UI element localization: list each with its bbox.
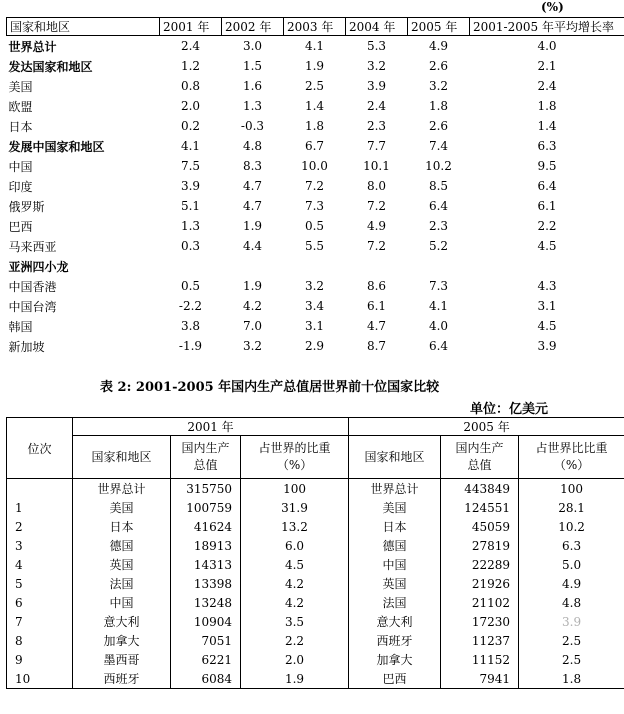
table-row (7, 498, 624, 517)
header-2003: 2003 年 (284, 18, 346, 36)
table-row (7, 256, 624, 276)
table-row (7, 612, 624, 631)
row-value (346, 256, 408, 276)
row-value: 1.9 (242, 219, 263, 233)
row-value: 2.6 (428, 59, 449, 73)
rank-cell: 4 (7, 555, 73, 574)
table2-year-header-row (7, 418, 624, 436)
table-row (7, 116, 624, 136)
table-row (7, 236, 624, 256)
row-value: 4.0 (428, 319, 449, 333)
country-2005-cell: 巴西 (349, 669, 441, 689)
row-value: 4.4 (242, 239, 263, 253)
header-rank: 位次 (7, 418, 73, 479)
table-header-row (7, 18, 624, 36)
row-value: 1.2 (180, 59, 201, 73)
row-value (470, 256, 624, 276)
row-value: 3.0 (242, 39, 263, 53)
row-value: 0.8 (180, 79, 201, 93)
row-value: 9.5 (537, 159, 557, 173)
row-country: 发展中国家和地区 (8, 139, 105, 154)
table-row (7, 276, 624, 296)
share-2005-cell: 2.5 (519, 650, 624, 669)
share-2005-cell: 28.1 (519, 498, 624, 517)
row-country: 中国香港 (8, 279, 57, 294)
row-value: 6.4 (428, 199, 449, 213)
gdp-2001-cell: 6221 (171, 650, 241, 669)
header-gdp-line1: 国内生产 (181, 441, 230, 455)
header-gdp-line2: 总值 (467, 458, 492, 472)
row-value: 3.2 (242, 339, 263, 353)
country-2005-cell: 英国 (349, 574, 441, 593)
rank-cell: 8 (7, 631, 73, 650)
row-value: 2.0 (180, 99, 201, 113)
row-value: 2.4 (180, 39, 201, 53)
header-share-line1: 占世界的比重 (258, 441, 331, 455)
rank-cell: 6 (7, 593, 73, 612)
row-value: 7.3 (304, 199, 325, 213)
row-value: -2.2 (178, 299, 203, 313)
row-value: 0.3 (180, 239, 201, 253)
country-2001-cell: 美国 (73, 498, 171, 517)
row-value: 1.4 (304, 99, 325, 113)
row-value: 10.0 (301, 159, 328, 173)
row-value: 10.1 (363, 159, 390, 173)
row-value: 1.3 (242, 99, 263, 113)
row-value: 6.1 (537, 199, 557, 213)
country-2001-cell: 西班牙 (73, 669, 171, 689)
country-2005-cell: 法国 (349, 593, 441, 612)
row-country: 发达国家和地区 (8, 59, 93, 74)
rank-cell: 3 (7, 536, 73, 555)
row-value: 4.5 (537, 319, 557, 333)
country-2005-cell: 西班牙 (349, 631, 441, 650)
share-2005-cell: 100 (519, 479, 624, 499)
gdp-2001-cell: 13398 (171, 574, 241, 593)
share-2001-cell: 6.0 (241, 536, 349, 555)
row-value: 4.1 (180, 139, 201, 153)
row-value: 8.0 (366, 179, 387, 193)
header-2004: 2004 年 (346, 18, 408, 36)
row-value: 2.4 (537, 79, 557, 93)
row-value: 1.8 (537, 99, 557, 113)
growth-rate-table-body (7, 18, 624, 357)
row-value: 4.9 (428, 39, 449, 53)
row-value: 3.2 (304, 279, 325, 293)
row-value: 2.3 (428, 219, 449, 233)
row-value: 4.5 (537, 239, 557, 253)
row-value: 2.9 (304, 339, 325, 353)
row-value: 4.2 (242, 299, 263, 313)
row-value: 4.9 (366, 219, 387, 233)
country-2005-cell: 美国 (349, 498, 441, 517)
row-value: 10.2 (425, 159, 452, 173)
row-value: 3.4 (304, 299, 325, 313)
row-value: 3.9 (537, 339, 557, 353)
gdp-2001-cell: 14313 (171, 555, 241, 574)
row-value: 5.5 (304, 239, 325, 253)
row-value: 1.8 (304, 119, 325, 133)
country-2001-cell: 墨西哥 (73, 650, 171, 669)
share-2001-cell: 13.2 (241, 517, 349, 536)
rank-cell: 10 (7, 669, 73, 689)
table2-caption: 表 2: 2001-2005 年国内生产总值居世界前十位国家比较 (100, 380, 440, 395)
row-value: 5.3 (366, 39, 387, 53)
header-country-2005: 国家和地区 (349, 436, 441, 479)
row-value: 7.2 (366, 199, 387, 213)
row-value: 5.1 (180, 199, 201, 213)
table-row (7, 536, 624, 555)
header-gdp-2001 (171, 436, 241, 479)
gdp-2005-cell: 22289 (441, 555, 519, 574)
header-2002: 2002 年 (222, 18, 284, 36)
country-2005-cell: 意大利 (349, 612, 441, 631)
country-2001-cell: 英国 (73, 555, 171, 574)
header-share-line1: 占世界比比重 (535, 441, 608, 455)
row-value: -1.9 (178, 339, 203, 353)
rank-cell: 2 (7, 517, 73, 536)
row-value: 2.5 (304, 79, 325, 93)
gdp-2001-cell: 315750 (171, 479, 241, 499)
header-gdp-line2: 总值 (193, 458, 218, 472)
row-value: 3.1 (304, 319, 325, 333)
country-2005-cell: 加拿大 (349, 650, 441, 669)
header-gdp-2005 (441, 436, 519, 479)
row-value: 4.8 (242, 139, 263, 153)
row-value: 0.5 (180, 279, 201, 293)
header-country-2001: 国家和地区 (73, 436, 171, 479)
row-value: 2.1 (537, 59, 557, 73)
share-2001-cell: 2.0 (241, 650, 349, 669)
row-value: 7.4 (428, 139, 449, 153)
row-country: 韩国 (8, 319, 33, 334)
table-row (7, 296, 624, 316)
row-value (284, 256, 346, 276)
gdp-2005-cell: 27819 (441, 536, 519, 555)
growth-rate-table (6, 17, 624, 356)
country-2001-cell: 日本 (73, 517, 171, 536)
row-value: 1.9 (304, 59, 325, 73)
row-value: 6.7 (304, 139, 325, 153)
share-2005-cell: 4.9 (519, 574, 624, 593)
country-2005-cell: 日本 (349, 517, 441, 536)
gdp-2005-cell: 124551 (441, 498, 519, 517)
header-avg-growth: 2001-2005 年平均增长率 (470, 18, 624, 36)
table-row (7, 156, 624, 176)
table-row (7, 176, 624, 196)
table-row (7, 196, 624, 216)
gdp-2001-cell: 6084 (171, 669, 241, 689)
share-2005-cell: 3.9 (519, 612, 624, 631)
table2-column-header-row (7, 436, 624, 479)
row-value: 8.7 (366, 339, 387, 353)
rank-cell: 1 (7, 498, 73, 517)
table2-unit: 单位：亿美元 (470, 402, 549, 417)
row-value: 4.7 (242, 199, 263, 213)
table-row (7, 36, 624, 57)
table-row (7, 56, 624, 76)
row-value (408, 256, 470, 276)
row-value: 0.2 (180, 119, 201, 133)
country-2005-cell: 世界总计 (349, 479, 441, 499)
table-row (7, 669, 624, 689)
header-gdp-line1: 国内生产 (455, 441, 504, 455)
row-value: 6.1 (366, 299, 387, 313)
row-value: 3.2 (366, 59, 387, 73)
row-value: 8.6 (366, 279, 387, 293)
row-value: 1.5 (242, 59, 263, 73)
table-row (7, 136, 624, 156)
share-2005-cell: 2.5 (519, 631, 624, 650)
row-country: 巴西 (8, 219, 33, 234)
row-value: 2.2 (537, 219, 557, 233)
table-row (7, 216, 624, 236)
row-value: 3.9 (366, 79, 387, 93)
row-country: 欧盟 (8, 99, 33, 114)
row-value: 1.8 (428, 99, 449, 113)
row-value: 8.3 (242, 159, 263, 173)
row-value: 0.5 (304, 219, 325, 233)
row-value: 5.2 (428, 239, 449, 253)
country-2005-cell: 德国 (349, 536, 441, 555)
row-country: 新加坡 (8, 339, 45, 354)
row-country: 印度 (8, 179, 33, 194)
row-value: 7.2 (366, 239, 387, 253)
share-2005-cell: 4.8 (519, 593, 624, 612)
row-value: 7.7 (366, 139, 387, 153)
country-2001-cell: 德国 (73, 536, 171, 555)
header-2005: 2005 年 (408, 18, 470, 36)
table-row (7, 574, 624, 593)
gdp-2005-cell: 45059 (441, 517, 519, 536)
row-value: 4.3 (537, 279, 557, 293)
header-year-2001: 2001 年 (73, 418, 349, 436)
row-value: 3.2 (428, 79, 449, 93)
share-2001-cell: 1.9 (241, 669, 349, 689)
share-2001-cell: 3.5 (241, 612, 349, 631)
header-2001: 2001 年 (160, 18, 222, 36)
gdp-2001-cell: 100759 (171, 498, 241, 517)
gdp-2005-cell: 21926 (441, 574, 519, 593)
row-value: 4.7 (242, 179, 263, 193)
table-row (7, 555, 624, 574)
row-country: 亚洲四小龙 (8, 259, 69, 274)
country-2005-cell: 中国 (349, 555, 441, 574)
table-row (7, 96, 624, 116)
row-value: 6.3 (537, 139, 557, 153)
row-value: 8.5 (428, 179, 449, 193)
row-value: 1.9 (242, 279, 263, 293)
table-row (7, 631, 624, 650)
gdp-2001-cell: 41624 (171, 517, 241, 536)
row-value (160, 256, 222, 276)
table-row (7, 593, 624, 612)
share-2001-cell: 4.2 (241, 593, 349, 612)
row-country: 美国 (8, 79, 33, 94)
share-2001-cell: 100 (241, 479, 349, 499)
rank-cell: 9 (7, 650, 73, 669)
header-country: 国家和地区 (7, 18, 160, 36)
header-share-line2: （%） (276, 458, 313, 472)
gdp-2005-cell: 21102 (441, 593, 519, 612)
row-value: 7.3 (428, 279, 449, 293)
row-value: -0.3 (240, 119, 265, 133)
row-country: 日本 (8, 119, 33, 134)
row-value: 2.3 (366, 119, 387, 133)
share-2001-cell: 4.2 (241, 574, 349, 593)
row-country: 世界总计 (8, 39, 57, 54)
row-value: 4.1 (304, 39, 325, 53)
row-value: 3.1 (537, 299, 557, 313)
share-2005-cell: 1.8 (519, 669, 624, 689)
gdp-2005-cell: 17230 (441, 612, 519, 631)
gdp-2005-cell: 7941 (441, 669, 519, 689)
share-2001-cell: 2.2 (241, 631, 349, 650)
rank-cell (7, 479, 73, 499)
header-share-line2: （%） (553, 458, 590, 472)
country-2001-cell: 中国 (73, 593, 171, 612)
country-2001-cell: 世界总计 (73, 479, 171, 499)
table-row (7, 316, 624, 336)
table-row (7, 650, 624, 669)
row-value: 1.6 (242, 79, 263, 93)
gdp-top10-table (6, 417, 624, 689)
row-country: 俄罗斯 (8, 199, 45, 214)
gdp-top10-table-body (7, 418, 624, 689)
row-value: 2.6 (428, 119, 449, 133)
row-country: 中国 (8, 159, 33, 174)
share-2005-cell: 5.0 (519, 555, 624, 574)
gdp-2005-cell: 11237 (441, 631, 519, 650)
row-value: 1.4 (537, 119, 557, 133)
row-value: 7.2 (304, 179, 325, 193)
row-value (222, 256, 284, 276)
rank-cell: 5 (7, 574, 73, 593)
header-year-2005: 2005 年 (349, 418, 624, 436)
share-2005-cell: 6.3 (519, 536, 624, 555)
gdp-2005-cell: 443849 (441, 479, 519, 499)
row-value: 2.4 (366, 99, 387, 113)
table-row (7, 479, 624, 499)
header-share-2001 (241, 436, 349, 479)
row-value: 4.0 (537, 39, 557, 53)
table-row (7, 336, 624, 356)
table-row (7, 76, 624, 96)
unit-note: (%) (541, 0, 564, 14)
row-value: 7.0 (242, 319, 263, 333)
gdp-2001-cell: 7051 (171, 631, 241, 650)
gdp-2001-cell: 18913 (171, 536, 241, 555)
row-value: 1.3 (180, 219, 201, 233)
share-2001-cell: 4.5 (241, 555, 349, 574)
rank-cell: 7 (7, 612, 73, 631)
share-2005-cell: 10.2 (519, 517, 624, 536)
row-value: 4.1 (428, 299, 449, 313)
row-value: 7.5 (180, 159, 201, 173)
row-country: 马来西亚 (8, 239, 57, 254)
row-value: 4.7 (366, 319, 387, 333)
header-share-2005 (519, 436, 624, 479)
gdp-2001-cell: 10904 (171, 612, 241, 631)
row-value: 3.9 (180, 179, 201, 193)
gdp-2005-cell: 11152 (441, 650, 519, 669)
country-2001-cell: 意大利 (73, 612, 171, 631)
row-value: 6.4 (428, 339, 449, 353)
row-value: 6.4 (537, 179, 557, 193)
country-2001-cell: 加拿大 (73, 631, 171, 650)
gdp-2001-cell: 13248 (171, 593, 241, 612)
row-country: 中国台湾 (8, 299, 57, 314)
row-value: 3.8 (180, 319, 201, 333)
country-2001-cell: 法国 (73, 574, 171, 593)
table-row (7, 517, 624, 536)
share-2001-cell: 31.9 (241, 498, 349, 517)
